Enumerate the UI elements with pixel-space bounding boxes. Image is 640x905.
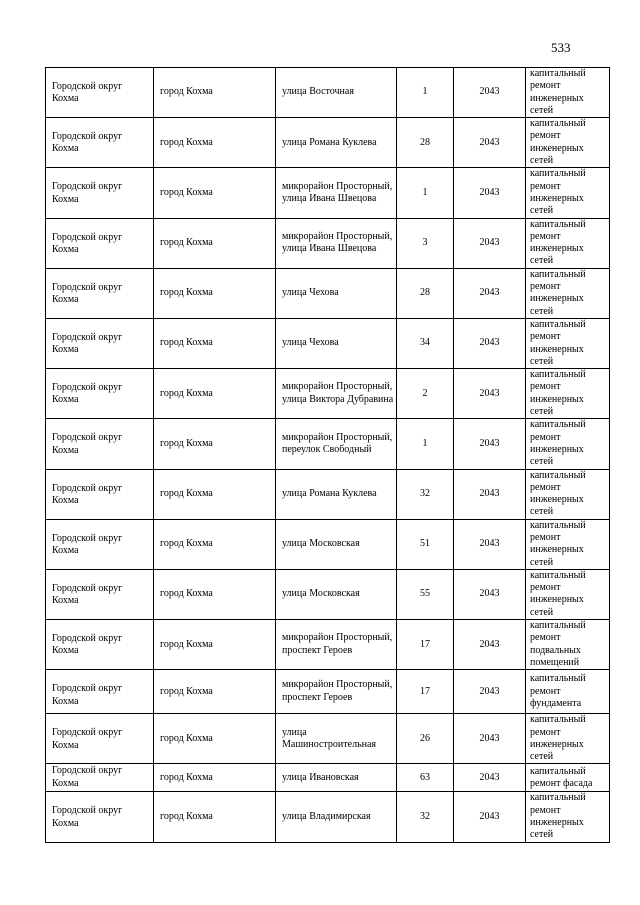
- street-cell: микрорайон Просторный, улица Ивана Швецова: [276, 168, 397, 218]
- house-number-cell: 3: [397, 218, 454, 268]
- municipality-cell: Городской округ Кохма: [46, 68, 154, 118]
- work-type-cell: капитальный ремонт фасада: [526, 764, 610, 792]
- settlement-cell: город Кохма: [154, 218, 276, 268]
- year-cell: 2043: [454, 268, 526, 318]
- table-row: [46, 268, 610, 318]
- table-row: [46, 620, 610, 670]
- house-number-cell: 55: [397, 569, 454, 619]
- year-cell: 2043: [454, 764, 526, 792]
- work-type-cell: капитальный ремонт инженерных сетей: [526, 519, 610, 569]
- work-type-cell: капитальный ремонт инженерных сетей: [526, 118, 610, 168]
- settlement-cell: город Кохма: [154, 118, 276, 168]
- year-cell: 2043: [454, 419, 526, 469]
- street-cell: улица Чехова: [276, 268, 397, 318]
- street-cell: микрорайон Просторный, улица Виктора Дубравина: [276, 369, 397, 419]
- municipality-cell: Городской округ Кохма: [46, 118, 154, 168]
- work-type-cell: капитальный ремонт инженерных сетей: [526, 369, 610, 419]
- house-number-cell: 51: [397, 519, 454, 569]
- year-cell: 2043: [454, 168, 526, 218]
- municipality-cell: Городской округ Кохма: [46, 519, 154, 569]
- municipality-cell: Городской округ Кохма: [46, 792, 154, 842]
- table-row: [46, 792, 610, 842]
- table-row: [46, 670, 610, 714]
- table-row: [46, 519, 610, 569]
- house-number-cell: 17: [397, 670, 454, 714]
- house-number-cell: 1: [397, 68, 454, 118]
- year-cell: 2043: [454, 620, 526, 670]
- settlement-cell: город Кохма: [154, 469, 276, 519]
- municipality-cell: Городской округ Кохма: [46, 569, 154, 619]
- municipality-cell: Городской округ Кохма: [46, 318, 154, 368]
- work-type-cell: капитальный ремонт инженерных сетей: [526, 318, 610, 368]
- year-cell: 2043: [454, 469, 526, 519]
- work-type-cell: капитальный ремонт фундамента: [526, 670, 610, 714]
- street-cell: микрорайон Просторный, проспект Героев: [276, 670, 397, 714]
- house-number-cell: 32: [397, 792, 454, 842]
- municipality-cell: Городской округ Кохма: [46, 620, 154, 670]
- street-cell: улица Романа Куклева: [276, 469, 397, 519]
- work-type-cell: капитальный ремонт инженерных сетей: [526, 714, 610, 764]
- house-number-cell: 2: [397, 369, 454, 419]
- municipality-cell: Городской округ Кохма: [46, 218, 154, 268]
- settlement-cell: город Кохма: [154, 714, 276, 764]
- table-row: [46, 318, 610, 368]
- settlement-cell: город Кохма: [154, 419, 276, 469]
- work-type-cell: капитальный ремонт инженерных сетей: [526, 569, 610, 619]
- work-type-cell: капитальный ремонт подвальных помещений: [526, 620, 610, 670]
- table-row: [46, 68, 610, 118]
- year-cell: 2043: [454, 218, 526, 268]
- table-row: [46, 714, 610, 764]
- street-cell: улица Московская: [276, 569, 397, 619]
- municipality-cell: Городской округ Кохма: [46, 369, 154, 419]
- municipality-cell: Городской округ Кохма: [46, 714, 154, 764]
- house-number-cell: 1: [397, 168, 454, 218]
- house-number-cell: 34: [397, 318, 454, 368]
- settlement-cell: город Кохма: [154, 764, 276, 792]
- work-type-cell: капитальный ремонт инженерных сетей: [526, 168, 610, 218]
- house-number-cell: 28: [397, 268, 454, 318]
- house-number-cell: 63: [397, 764, 454, 792]
- settlement-cell: город Кохма: [154, 68, 276, 118]
- work-type-cell: капитальный ремонт инженерных сетей: [526, 469, 610, 519]
- house-number-cell: 1: [397, 419, 454, 469]
- settlement-cell: город Кохма: [154, 569, 276, 619]
- house-number-cell: 28: [397, 118, 454, 168]
- year-cell: 2043: [454, 792, 526, 842]
- table-row: [46, 218, 610, 268]
- street-cell: улица Владимирская: [276, 792, 397, 842]
- house-number-cell: 17: [397, 620, 454, 670]
- house-number-cell: 32: [397, 469, 454, 519]
- street-cell: улица Романа Куклева: [276, 118, 397, 168]
- street-cell: микрорайон Просторный, переулок Свободный: [276, 419, 397, 469]
- table-row: [46, 419, 610, 469]
- year-cell: 2043: [454, 670, 526, 714]
- municipality-cell: Городской округ Кохма: [46, 764, 154, 792]
- table-row: [46, 469, 610, 519]
- settlement-cell: город Кохма: [154, 519, 276, 569]
- work-type-cell: капитальный ремонт инженерных сетей: [526, 218, 610, 268]
- municipality-cell: Городской округ Кохма: [46, 419, 154, 469]
- street-cell: микрорайон Просторный, улица Ивана Швецова: [276, 218, 397, 268]
- settlement-cell: город Кохма: [154, 268, 276, 318]
- municipality-cell: Городской округ Кохма: [46, 168, 154, 218]
- municipality-cell: Городской округ Кохма: [46, 469, 154, 519]
- municipality-cell: Городской округ Кохма: [46, 670, 154, 714]
- year-cell: 2043: [454, 68, 526, 118]
- work-type-cell: капитальный ремонт инженерных сетей: [526, 268, 610, 318]
- settlement-cell: город Кохма: [154, 369, 276, 419]
- house-number-cell: 26: [397, 714, 454, 764]
- table-row: [46, 118, 610, 168]
- page-number: 533: [551, 40, 571, 55]
- street-cell: микрорайон Просторный, проспект Героев: [276, 620, 397, 670]
- year-cell: 2043: [454, 318, 526, 368]
- table-row: [46, 369, 610, 419]
- table-row: [46, 168, 610, 218]
- repair-schedule-table: [45, 67, 610, 843]
- settlement-cell: город Кохма: [154, 670, 276, 714]
- street-cell: улица Машиностроительная: [276, 714, 397, 764]
- settlement-cell: город Кохма: [154, 168, 276, 218]
- settlement-cell: город Кохма: [154, 318, 276, 368]
- work-type-cell: капитальный ремонт инженерных сетей: [526, 68, 610, 118]
- year-cell: 2043: [454, 519, 526, 569]
- street-cell: улица Восточная: [276, 68, 397, 118]
- street-cell: улица Чехова: [276, 318, 397, 368]
- work-type-cell: капитальный ремонт инженерных сетей: [526, 792, 610, 842]
- settlement-cell: город Кохма: [154, 792, 276, 842]
- table-row: [46, 764, 610, 792]
- work-type-cell: капитальный ремонт инженерных сетей: [526, 419, 610, 469]
- year-cell: 2043: [454, 369, 526, 419]
- year-cell: 2043: [454, 569, 526, 619]
- municipality-cell: Городской округ Кохма: [46, 268, 154, 318]
- street-cell: улица Московская: [276, 519, 397, 569]
- settlement-cell: город Кохма: [154, 620, 276, 670]
- year-cell: 2043: [454, 118, 526, 168]
- year-cell: 2043: [454, 714, 526, 764]
- street-cell: улица Ивановская: [276, 764, 397, 792]
- table-row: [46, 569, 610, 619]
